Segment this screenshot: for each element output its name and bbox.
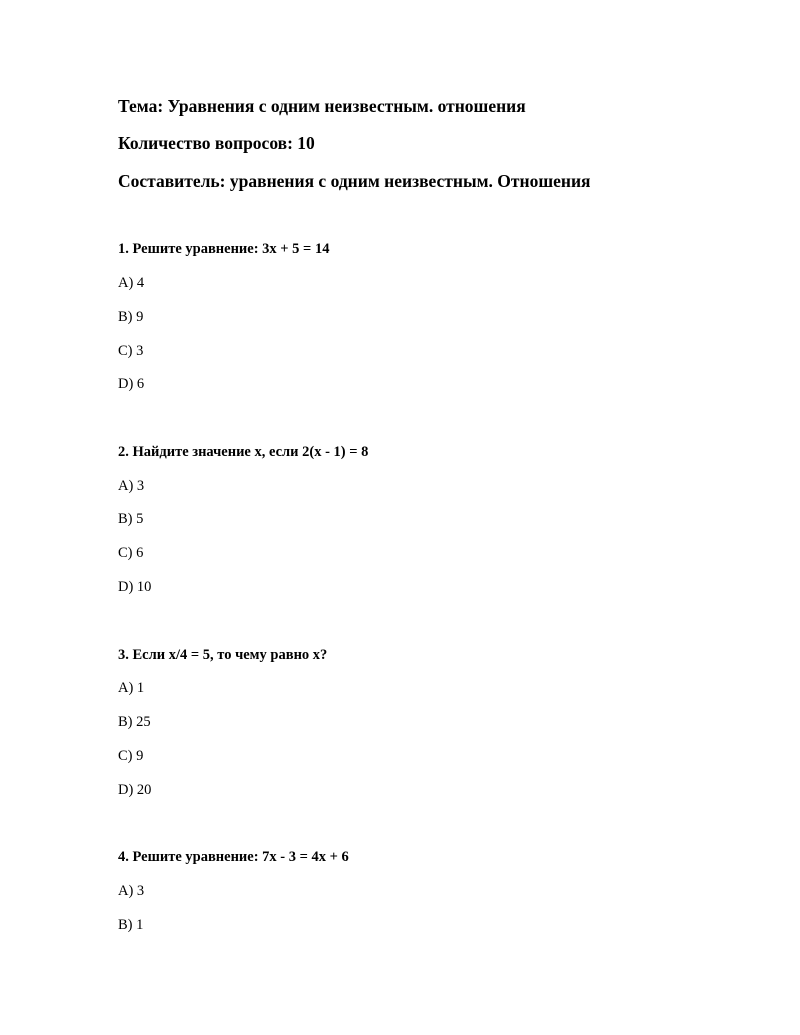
question-2-option-a: A) 3 xyxy=(118,478,145,494)
question-1-title: 1. Решите уравнение: 3x + 5 = 14 xyxy=(118,241,330,257)
question-1-option-d: D) 6 xyxy=(118,376,145,392)
topic-heading: Тема: Уравнения с одним неизвестным. отношения xyxy=(118,96,526,116)
question-3-option-b: B) 25 xyxy=(118,714,151,730)
question-2-title: 2. Найдите значение x, если 2(x - 1) = 8 xyxy=(118,444,369,460)
question-1-option-b: B) 9 xyxy=(118,309,144,325)
question-1-option-a: A) 4 xyxy=(118,275,145,291)
question-2-option-b: B) 5 xyxy=(118,511,144,527)
question-3-title: 3. Если x/4 = 5, то чему равно x? xyxy=(118,647,328,663)
question-count-heading: Количество вопросов: 10 xyxy=(118,133,315,153)
question-4-option-a: A) 3 xyxy=(118,883,145,899)
question-3-option-c: C) 9 xyxy=(118,748,144,764)
question-4-option-b: B) 1 xyxy=(118,917,144,933)
question-3-option-d: D) 20 xyxy=(118,782,152,798)
question-2-option-d: D) 10 xyxy=(118,579,152,595)
question-2-option-c: C) 6 xyxy=(118,545,144,561)
question-4-title: 4. Решите уравнение: 7x - 3 = 4x + 6 xyxy=(118,849,349,865)
question-3-option-a: A) 1 xyxy=(118,680,145,696)
question-1-option-c: C) 3 xyxy=(118,343,144,359)
author-heading: Составитель: уравнения с одним неизвестным. Отношения xyxy=(118,171,591,191)
